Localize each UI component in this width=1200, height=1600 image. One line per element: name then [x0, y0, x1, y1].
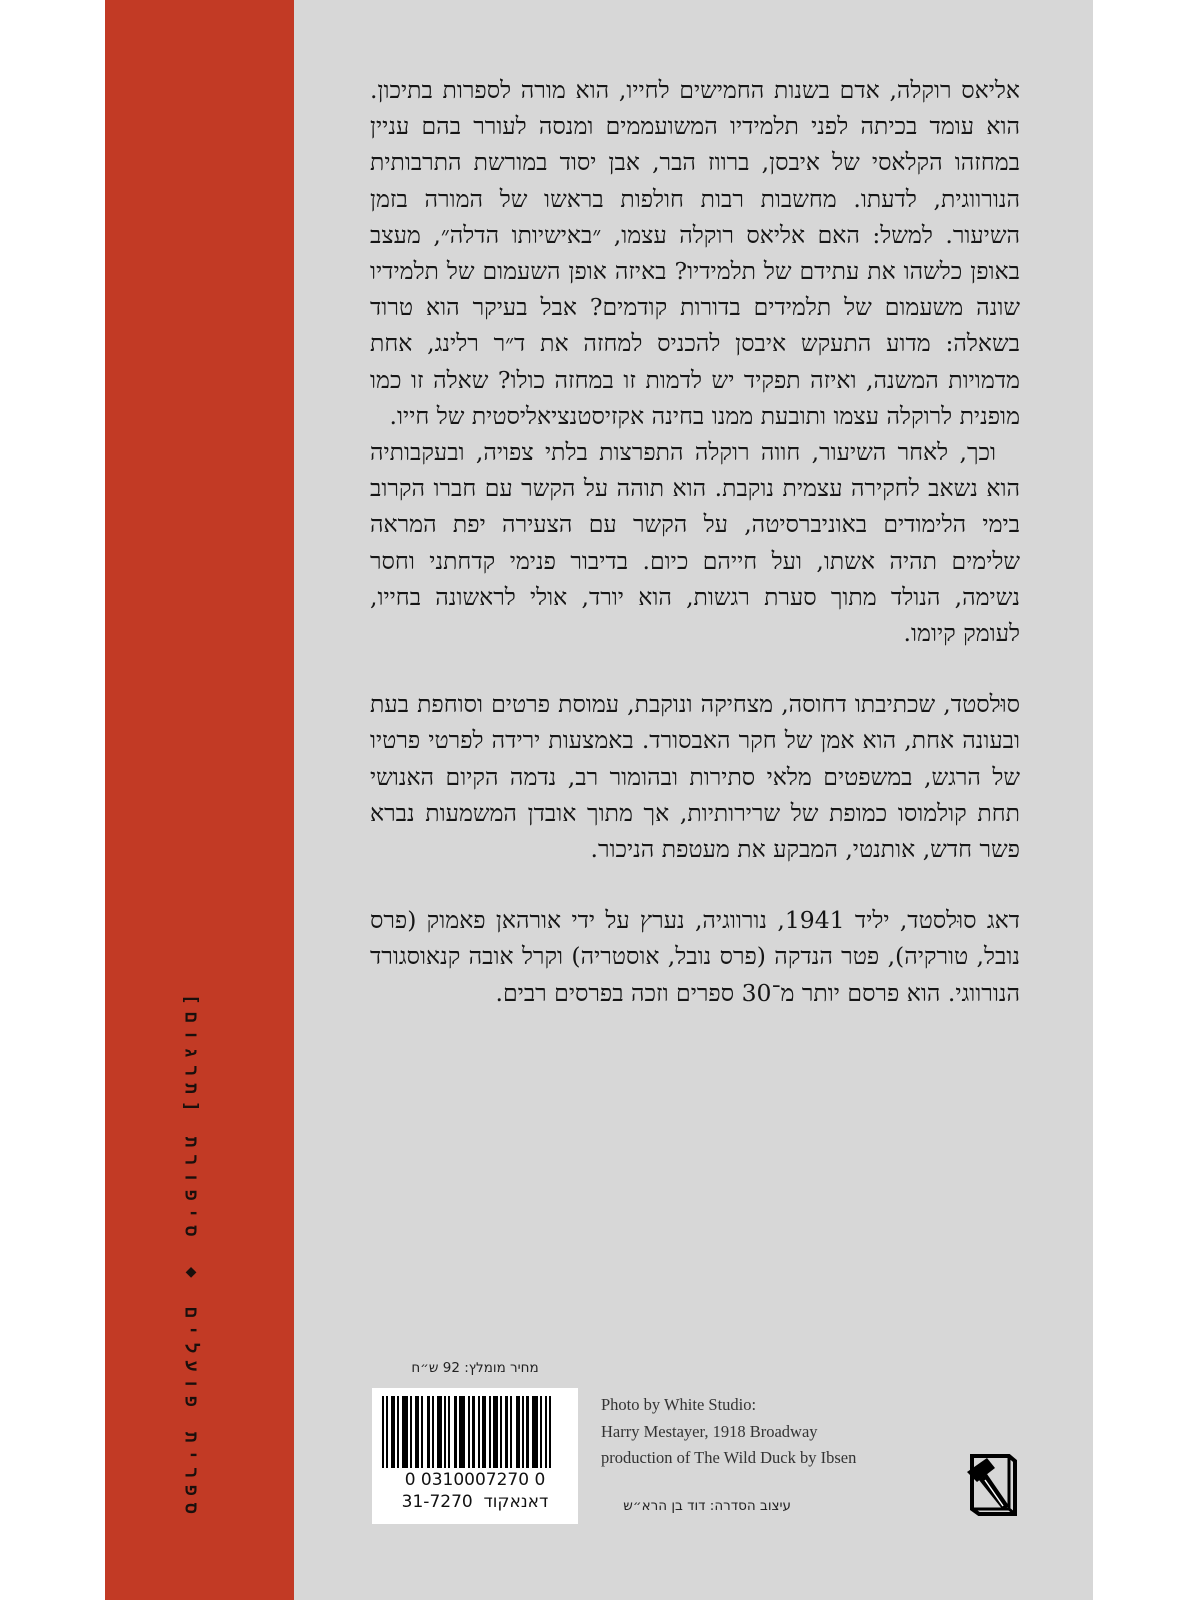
- recommended-price: מחיר מומלץ: 92 ש״ח: [411, 1360, 539, 1376]
- danacode-label: דאנאקוד: [483, 1492, 549, 1512]
- photo-credit: [601, 1392, 931, 1472]
- publisher-book-logo-icon: [965, 1452, 1021, 1520]
- barcode: [372, 1388, 578, 1524]
- synopsis-paragraph-1: אליאס רוקלה, אדם בשנות החמישים לחייו, הוא מורה לספרות בתיכון. הוא עומד בכיתה לפני תלמידיו המשועממים ומנסה לעורר בהם עניין במחזהו הקלאסי של איבסן, ברווז הבר, אבן יסוד במורשת התרבותית הנורווגית, לדעתו. מחשבות רבות חולפות בראשו של המורה בזמן השיעור. למשל: האם אליאס רוקלה עצמו, ״באישיותו הדלה״, מעצב באופן כלשהו את עתידם של תלמידיו? באיזה אופן השעמום של תלמידיו שונה משעמום של תלמידים בדורות קודמים? אבל בעיקר הוא טרוד בשאלה: מדוע התעקש איבסן להכניס למחזה את ד״ר רלינג, אחת מדמויות המשנה, ואיזה תפקיד יש לדמות זו במחזה כולו? שאלה זו כמו מופנית לרוקלה עצמו ותובעת ממנו בחינה אקזיסטנציאליסטית של חייו.: [370, 76, 1020, 430]
- photo-credit-line-1: Photo by White Studio:: [601, 1395, 757, 1414]
- style-paragraph: סוּלסטד, שכתיבתו דחוסה, מצחיקה ונוקבת, עמוסת פרטים וסוחפת בעת ובעונה אחת, הוא אמן של חקר האבסורד. באמצעות ירידה לפרטי פרטיו של הרגש, במשפטים מלאי סתירות ובהומור רב, נדמה הקיום האנושי תחת קולמוסו כמופת של שרירותיות, אך מתוך אובדן המשמעות נברא פשר חדש, אותנטי, המבקע את מעטפת הניכור.: [370, 690, 1020, 864]
- synopsis-paragraph-2: וכך, לאחר השיעור, חווה רוקלה התפרצות בלתי צפויה, ובעקבותיה הוא נשאב לחקירה עצמית נוקבת. הוא תוהה על הקשר עם חברו הקרוב בימי הלימודים באוניברסיטה, על הקשר עם הצעירה יפת המראה שלימים תהיה אשתו, ועל חייהם כיום. בדיבור פנימי קדחתני וחסר נשימה, הנולד מתוך סערת רגשות, הוא יורד, אולי לראשונה בחייו, לעומק קיומו.: [370, 438, 1021, 648]
- barcode-bars-icon: [382, 1396, 568, 1468]
- series-design-credit: עיצוב הסדרה: דוד בן הרא״ש: [623, 1498, 791, 1514]
- photo-credit-line-3: production of The Wild Duck by Ibsen: [601, 1448, 857, 1467]
- spine-series-text: ספרית פועלים ◆ סיפורת [תרגום]: [180, 994, 202, 1521]
- barcode-number: 0 0310007270 0: [404, 1470, 546, 1490]
- photo-credit-line-2: Harry Mestayer, 1918 Broadway: [601, 1421, 818, 1441]
- danacode: [372, 1492, 578, 1512]
- spine-series-label: [181, 985, 201, 1530]
- back-cover-blurb: [370, 72, 1020, 1011]
- author-bio-paragraph: דאג סוּלסטד, יליד 1941, נורווגיה, נערץ על ידי אורהאן פאמוק (פרס נובל, טורקיה), פטר הנדקה (פרס נובל, אוסטריה) וקרל אובה קנאוסגורד הנורווגי. הוא פרסם יותר מ־30 ספרים וזכה בפרסים רבים.: [370, 906, 1020, 1007]
- danacode-value: 31-7270: [401, 1492, 473, 1512]
